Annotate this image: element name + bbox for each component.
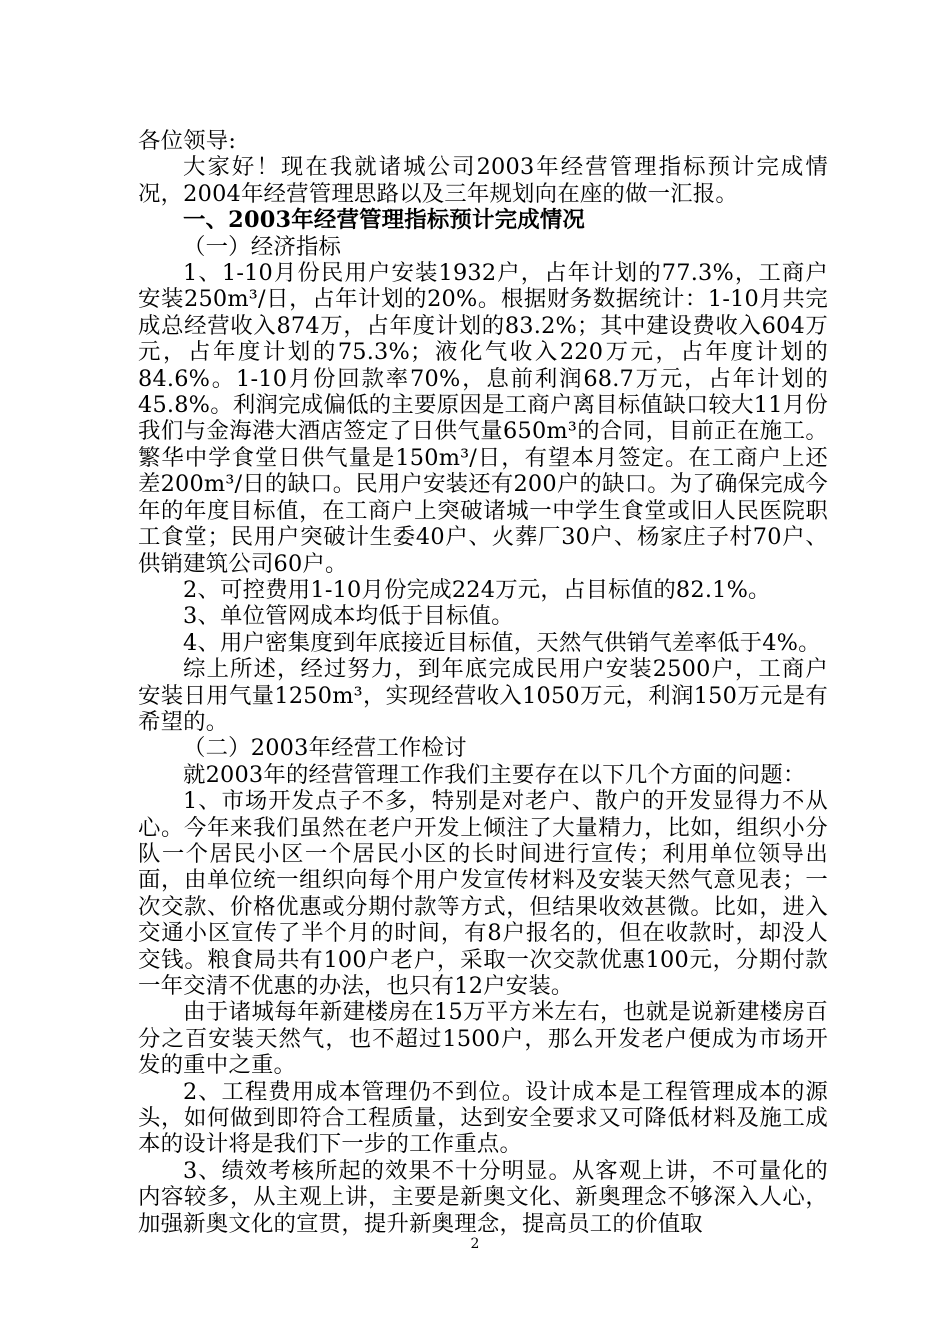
paragraph: 由于诸城每年新建楼房在15万平方米左右，也就是说新建楼房百分之百安装天然气，也不超过1500户，那么开发老户便成为市场开发的重中之重。	[138, 999, 828, 1079]
greeting: 各位领导:	[138, 128, 237, 154]
paragraph: 3、绩效考核所起的效果不十分明显。从客观上讲，不可量化的内容较多，从主观上讲，主要是新奥文化、新奥理念不够深入人心，加强新奥文化的宣贯，提升新奥理念，提高员工的价值取	[138, 1157, 828, 1237]
section-heading: 一、2003年经营管理指标预计完成情况	[183, 207, 585, 234]
paragraph: 2、可控费用1-10月份完成224万元，占目标值的82.1%。	[183, 576, 771, 603]
paragraph: 就2003年的经营管理工作我们主要存在以下几个方面的问题：	[183, 761, 806, 788]
paragraph: 1、市场开发点子不多，特别是对老户、散户的开发显得力不从心。今年来我们虽然在老户开发上倾注了大量精力，比如，组织小分队一个居民小区一个居民小区的长时间进行宣传；利用单位领导出面，由单位统一组织向每个用户发宣传材料及安装天然气意见表；一次交款、价格优惠或分期付款等方式，但结果收效甚微。比如，进入交通小区宣传了半个月的时间，有8户报名的，但在收款时，却没人交钱。粮食局共有100户老户，采取一次交款优惠100元，分期付款一年交清不优惠的办法，也只有12户安装。	[138, 788, 828, 999]
paragraph: 4、用户密集度到年底接近目标值，天然气供销气差率低于4%。	[183, 629, 821, 656]
paragraph: 综上所述，经过努力，到年底完成民用户安装2500户，工商户安装日用气量1250m³，实现经营收入1050万元，利润150万元是有希望的。	[138, 656, 828, 735]
subsection-heading: （一）经济指标	[183, 233, 342, 260]
paragraph: 3、单位管网成本均低于目标值。	[183, 603, 514, 630]
paragraph: 大家好！现在我就诸城公司2003年经营管理指标预计完成情况，2004年经营管理思路以及三年规划向在座的做一汇报。	[138, 154, 828, 207]
page-number: 2	[470, 1236, 480, 1252]
paragraph: 1、1-10月份民用户安装1932户，占年计划的77.3%，工商户安装250m³/日，占年计划的20%。根据财务数据统计：1-10月共完成总经营收入874万，占年度计划的83.2%；其中建设费收入604万元，占年度计划的75.3%；液化气收入220万元，占年度计划的84.6%。1-10月份回款率70%，息前利润68.7万元，占年计划的45.8%。利润完成偏低的主要原因是工商户离目标值缺口较大11月份我们与金海港大酒店签定了日供气量650m³的合同，目前正在施工。繁华中学食堂日供气量是150m³/日，有望本月签定。在工商户上还差200m³/日的缺口。民用户安装还有200户的缺口。为了确保完成今年的年度目标值，在工商户上突破诸城一中学生食堂或旧人民医院职工食堂；民用户突破计生委40户、火葬厂30户、杨家庄子村70户、供销建筑公司60户。	[138, 260, 828, 577]
document-body	[138, 128, 828, 1237]
subsection-heading: （二）2003年经营工作检讨	[183, 735, 467, 762]
paragraph: 2、工程费用成本管理仍不到位。设计成本是工程管理成本的源头，如何做到即符合工程质量，达到安全要求又可降低材料及施工成本的设计将是我们下一步的工作重点。	[138, 1078, 828, 1158]
